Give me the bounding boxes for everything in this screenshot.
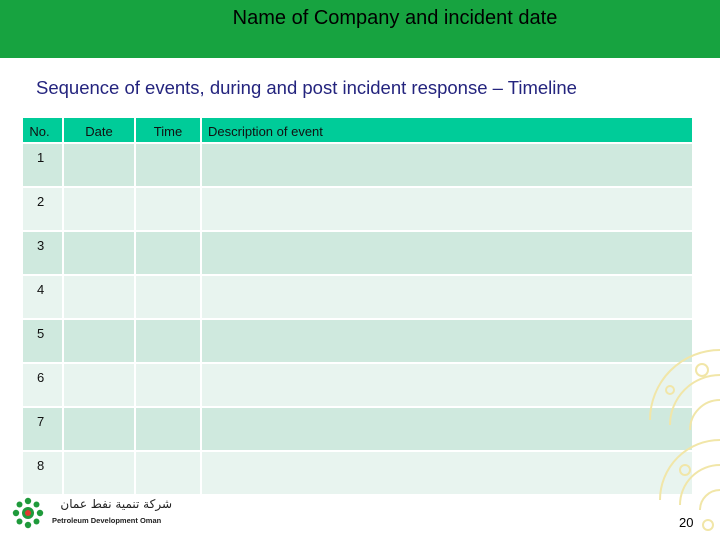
cell-no: 2 — [22, 187, 63, 231]
header-bar — [0, 0, 720, 58]
table-row — [22, 275, 693, 319]
cell-description[interactable] — [201, 187, 693, 231]
cell-description[interactable] — [201, 407, 693, 451]
cell-date[interactable] — [63, 231, 135, 275]
table-header-row — [22, 117, 693, 143]
cell-description[interactable] — [201, 363, 693, 407]
cell-date[interactable] — [63, 143, 135, 187]
page-number: 20 — [679, 515, 694, 530]
cell-time[interactable] — [135, 187, 201, 231]
cell-date[interactable] — [63, 275, 135, 319]
column-header-description: Description of event — [201, 117, 693, 143]
cell-time[interactable] — [135, 275, 201, 319]
cell-no: 1 — [22, 143, 63, 187]
cell-date[interactable] — [63, 187, 135, 231]
pdo-logo-icon — [12, 497, 44, 529]
table-row — [22, 187, 693, 231]
column-header-date: Date — [63, 117, 135, 143]
column-header-time: Time — [135, 117, 201, 143]
cell-no: 5 — [22, 319, 63, 363]
cell-description[interactable] — [201, 319, 693, 363]
slide-subtitle: Sequence of events, during and post incident response – Timeline — [36, 77, 577, 98]
cell-description[interactable] — [201, 143, 693, 187]
cell-time[interactable] — [135, 363, 201, 407]
cell-date[interactable] — [63, 363, 135, 407]
timeline-table — [21, 116, 694, 496]
table-row — [22, 143, 693, 187]
cell-time[interactable] — [135, 231, 201, 275]
table-row — [22, 231, 693, 275]
cell-description[interactable] — [201, 275, 693, 319]
company-logo — [12, 497, 172, 529]
decorative-pattern-icon — [640, 330, 720, 540]
slide-title: Name of Company and incident date — [232, 7, 558, 29]
logo-english-text: Petroleum Development Oman — [52, 516, 162, 525]
cell-no: 8 — [22, 451, 63, 495]
cell-no: 6 — [22, 363, 63, 407]
cell-time[interactable] — [135, 143, 201, 187]
cell-date[interactable] — [63, 407, 135, 451]
cell-no: 4 — [22, 275, 63, 319]
column-header-no: No. — [22, 117, 63, 143]
cell-time[interactable] — [135, 319, 201, 363]
cell-date[interactable] — [63, 451, 135, 495]
cell-no: 7 — [22, 407, 63, 451]
cell-time[interactable] — [135, 451, 201, 495]
cell-description[interactable] — [201, 451, 693, 495]
cell-no: 3 — [22, 231, 63, 275]
cell-time[interactable] — [135, 407, 201, 451]
table-row — [22, 319, 693, 363]
logo-arabic-text: شركة تنمية نفط عمان — [60, 497, 172, 511]
table-row — [22, 407, 693, 451]
table-row — [22, 451, 693, 495]
cell-date[interactable] — [63, 319, 135, 363]
cell-description[interactable] — [201, 231, 693, 275]
table-row — [22, 363, 693, 407]
